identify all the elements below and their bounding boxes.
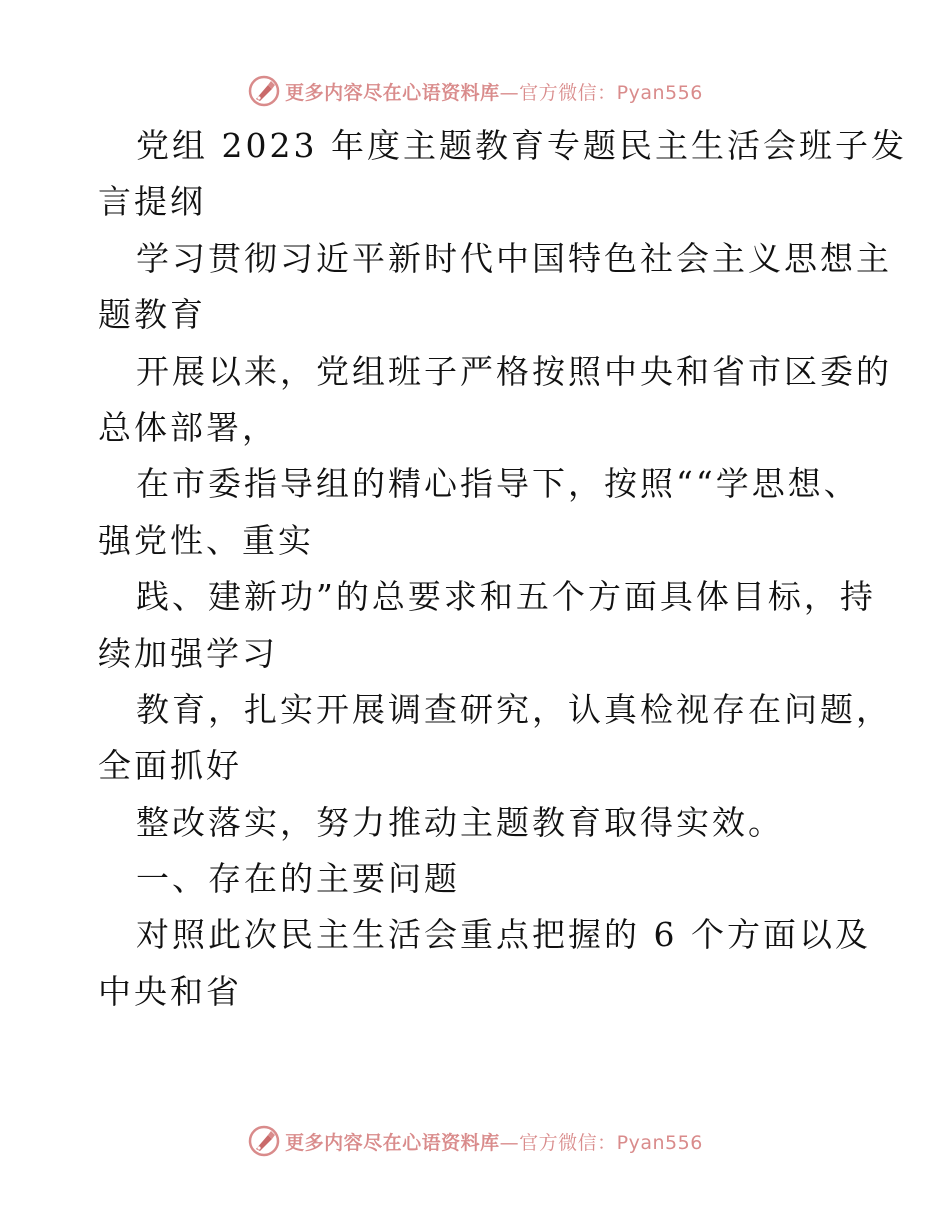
watermark-wechat-text: 官方微信：Pyan556 <box>519 81 703 104</box>
watermark-main-text: 更多内容尽在心语资料库 <box>285 1131 500 1154</box>
text-line: 续加强学习 <box>98 633 278 673</box>
pen-nib-logo-icon <box>247 74 281 108</box>
watermark-main-text: 更多内容尽在心语资料库 <box>285 81 500 104</box>
text-line: 对照此次民主生活会重点把握的 6 个方面以及 <box>136 915 871 955</box>
text-line: 强党性、重实 <box>98 520 314 560</box>
text-line: 践、建新功”的总要求和五个方面具体目标，持 <box>136 577 876 617</box>
document-body <box>98 118 907 1020</box>
text-line: 一、存在的主要问题 <box>136 859 460 899</box>
text-line: 题教育 <box>98 295 206 335</box>
text-line: 开展以来，党组班子严格按照中央和省市区委的 <box>136 351 892 391</box>
text-line: 学习贯彻习近平新时代中国特色社会主义思想主 <box>136 238 892 278</box>
text-line: 教育，扎实开展调查研究，认真检视存在问题， <box>136 689 892 729</box>
text-line: 在市委指导组的精心指导下，按照““学思想、 <box>136 464 860 504</box>
watermark-dash: — <box>499 81 520 104</box>
text-line: 中央和省 <box>98 971 242 1011</box>
header-watermark <box>0 71 950 111</box>
watermark-dash: — <box>499 1131 520 1154</box>
watermark-wechat-text: 官方微信：Pyan556 <box>519 1131 703 1154</box>
text-line: 言提纲 <box>98 182 206 222</box>
text-line: 全面抓好 <box>98 746 242 786</box>
text-line: 整改落实，努力推动主题教育取得实效。 <box>136 802 784 842</box>
text-line: 总体部署， <box>98 407 278 447</box>
footer-watermark <box>0 1121 950 1161</box>
pen-nib-logo-icon <box>247 1124 281 1158</box>
text-line: 党组 2023 年度主题教育专题民主生活会班子发 <box>136 126 907 165</box>
